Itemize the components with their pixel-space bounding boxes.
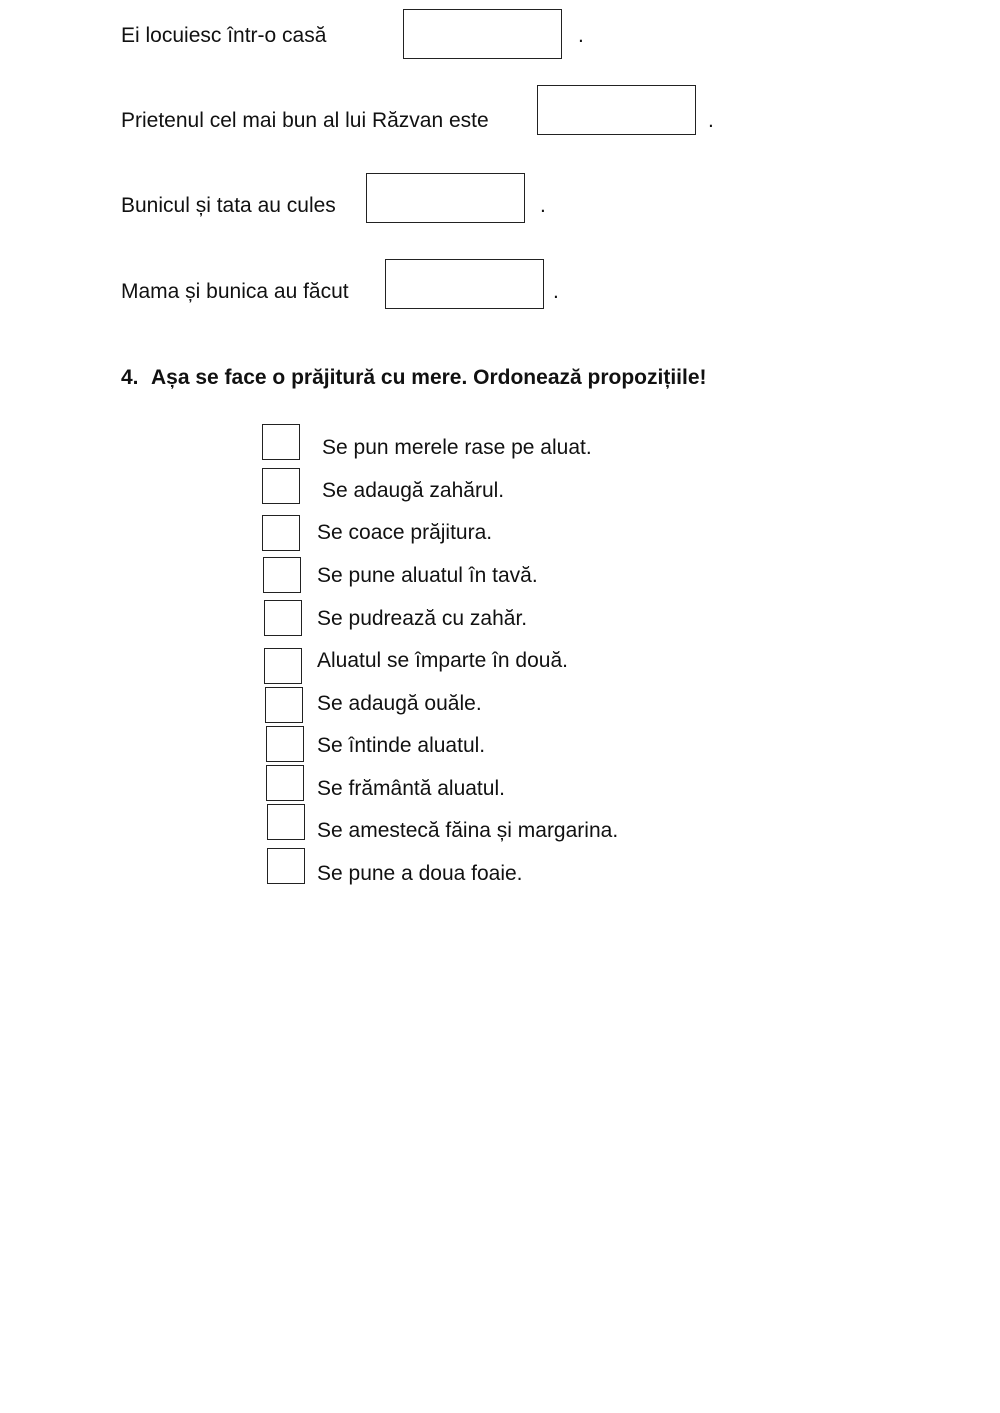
answer-box-4[interactable] [385,259,544,309]
step-5-text: Se pudrează cu zahăr. [317,607,528,630]
order-box-1[interactable] [262,424,300,460]
order-box-8[interactable] [266,726,304,762]
order-box-4[interactable] [263,557,301,593]
answer-box-2[interactable] [537,85,696,135]
exercise-4-title: Așa se face o prăjitură cu mere. Ordonează propozițiile! [151,366,707,389]
step-4-text: Se pune aluatul în tavă. [317,564,538,587]
step-1-text: Se pun merele rase pe aluat. [322,436,592,459]
step-9-text: Se frământă aluatul. [317,777,505,800]
order-box-3[interactable] [262,515,300,551]
order-box-11[interactable] [267,848,305,884]
step-10-text: Se amestecă făina și margarina. [317,819,619,842]
order-box-9[interactable] [266,765,304,801]
answer-box-3[interactable] [366,173,525,223]
sentence-2-period: . [708,109,714,132]
exercise-4-number: 4. [121,366,139,389]
order-box-6[interactable] [264,648,302,684]
exercise-4-heading [121,365,707,391]
order-box-7[interactable] [265,687,303,723]
sentence-3-text: Bunicul și tata au cules [121,194,336,217]
step-6-text: Aluatul se împarte în două. [317,649,568,672]
step-11-text: Se pune a doua foaie. [317,862,523,885]
step-8-text: Se întinde aluatul. [317,734,486,757]
step-7-text: Se adaugă ouăle. [317,692,482,715]
answer-box-1[interactable] [403,9,562,59]
sentence-4-period: . [553,280,559,303]
sentence-1-text: Ei locuiesc într-o casă [121,24,327,47]
step-3-text: Se coace prăjitura. [317,521,493,544]
step-2-text: Se adaugă zahărul. [322,479,505,502]
order-box-2[interactable] [262,468,300,504]
sentence-1-period: . [578,24,584,47]
order-box-10[interactable] [267,804,305,840]
sentence-3-period: . [540,194,546,217]
order-box-5[interactable] [264,600,302,636]
sentence-2-text: Prietenul cel mai bun al lui Răzvan este [121,109,489,132]
sentence-4-text: Mama și bunica au făcut [121,280,349,303]
